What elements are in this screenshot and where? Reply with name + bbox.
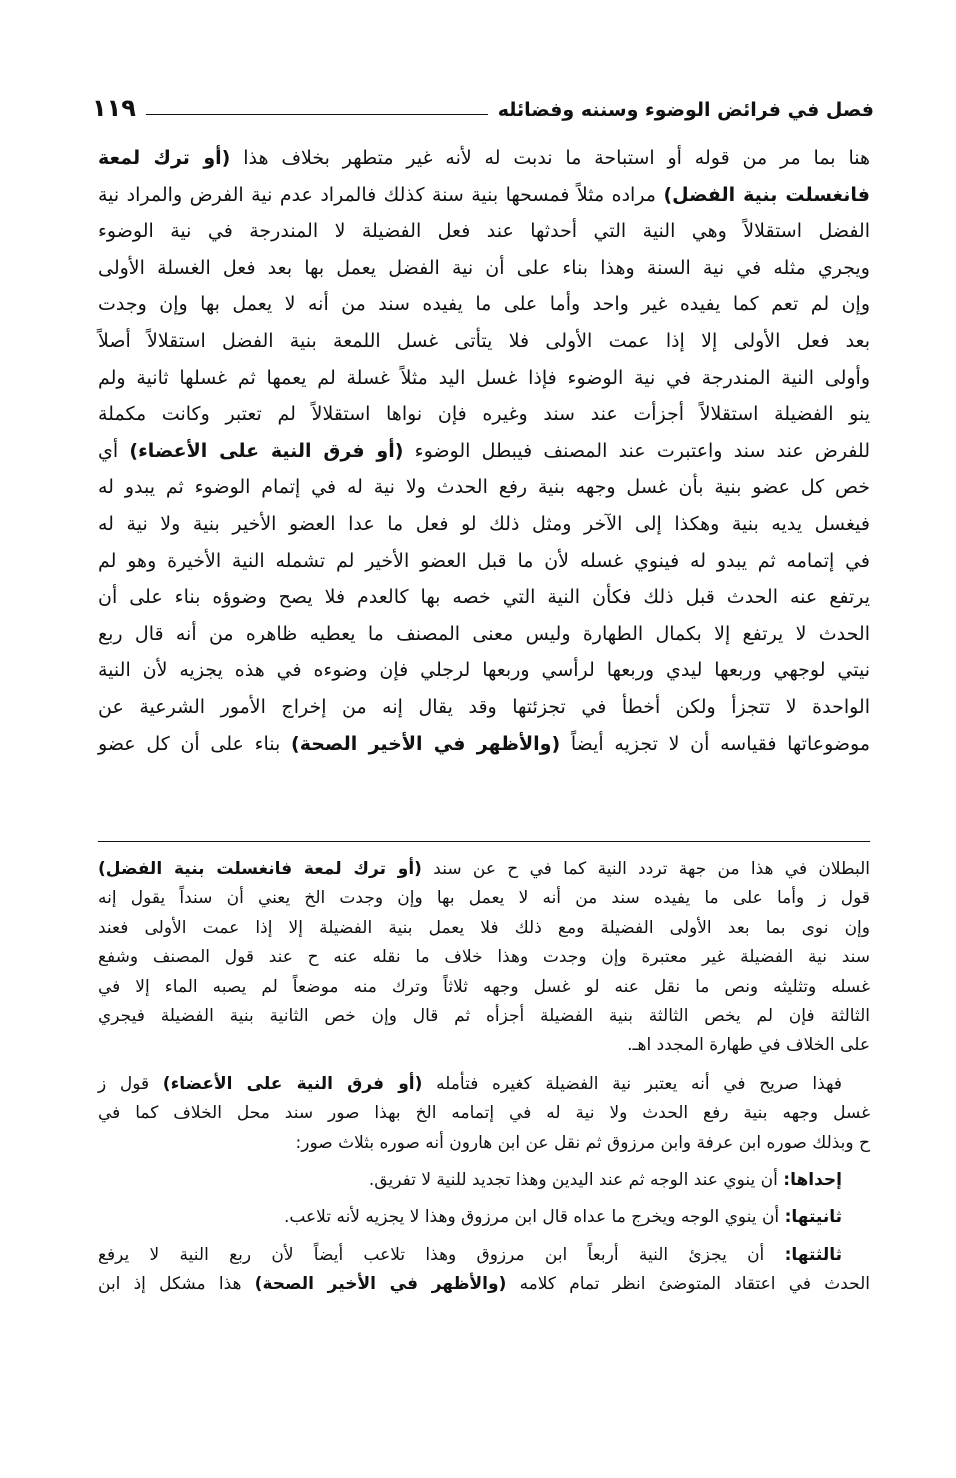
footnote-line: الحدث في اعتقاد المتوضئ انظر تمام كلامه (والأظهر في الأخير الصحة) هذا مشكل إذ ابن xyxy=(98,1274,871,1295)
item-label: ثالثتها: xyxy=(784,1244,843,1265)
main-line: فانغسلت بنية الفضل) مراده مثلاً فمسحها بنية سنة كذلك فالمراد عدم نية الفرض والمراد نية xyxy=(98,183,870,206)
main-line: ينو الفضيلة استقلالاً أجزأت عند سند وغيره فإن نواها استقلالاً لم تعتبر وكانت مكملة xyxy=(98,403,870,426)
main-line: هنا بما مر من قوله أو استباحة ما ندبت له لأنه غير متطهر بخلاف هذا (أو ترك لمعة xyxy=(98,147,870,169)
footnote-line: قول ز وأما على ما يفيده سند من أنه لا يعمل بها وإن وجدت الخ يعني أن سنداً يقول إنه xyxy=(98,888,870,909)
main-line: ويجري مثله في نية السنة وهذا بناء على أن نية الفضل يعمل بها بعد فعل الغسلة الأولى xyxy=(98,256,870,279)
main-line: وإن لم تعم كما يفيده غير واحد وأما على ما يفيده سند من أنه لا يعمل بها وإن وجدت xyxy=(98,293,870,316)
footnotes xyxy=(98,855,870,1300)
main-line: للفرض عند سند واعتبرت عند المصنف فيبطل الوضوء (أو فرق النية على الأعضاء) أي xyxy=(98,439,870,462)
footnote-line: غسله وتثليثه ونص ما نقل عنه لو غسل وجهه ثلاثاً وترك منه موضعاً لم يصبه الماء إلا في xyxy=(98,976,870,997)
main-line: بعد فعل الأولى إلا إذا عمت الأولى فلا يتأتى غسل اللمعة بنية الفضل استقلالاً أصلاً xyxy=(98,329,870,352)
footnote-line: غسل وجهه بنية رفع الحدث ولا نية له في إتمامه الخ بهذا صور سند محل الخلاف كما في xyxy=(98,1103,870,1124)
main-line: الواحدة لا تتجزأ ولكن أخطأ في تجزئتها وقد يقال إنه من إخراج الأمور الشرعية عن xyxy=(98,695,870,718)
main-line: خص كل عضو بنية بأن غسل وجهه بنية رفع الحدث ولا نية له في إتمام الوضوء ثم يبدو له xyxy=(98,476,870,499)
main-line: فيغسل يديه بنية وهكذا إلى الآخر ومثل ذلك لو فعل ما عدا العضو الأخير بنية ولا نية له xyxy=(98,512,870,535)
footnote-line: البطلان في هذا من جهة تردد النية كما في ح عن سند (أو ترك لمعة فانغسلت بنية الفضل) xyxy=(98,859,871,879)
page-number: ١١٩ xyxy=(92,94,136,122)
main-line: في إتمامه ثم يبدو له فينوي غسله لأن ما قبل العضو الأخير لم تشمله النية الأخيرة وهو لم xyxy=(98,549,870,572)
enumerated-item xyxy=(98,1241,870,1300)
footnote-separator xyxy=(98,841,870,842)
item-label: ثانيتها: xyxy=(784,1207,842,1228)
main-line: وأولى النية المندرجة في نية الوضوء فإذا غسل اليد مثلاً غسلة لم يعمها ثم غسلها ثانية ولم xyxy=(98,366,870,389)
main-line: الفضل استقلالاً وهي النية التي أحدثها عند فعل الفضيلة لا المندرجة في نية الوضوء xyxy=(98,220,870,243)
footnote-line: فهذا صريح في أنه يعتبر نية الفضيلة كغيره فتأمله (أو فرق النية على الأعضاء) قول ز xyxy=(98,1073,842,1094)
footnote-line: إحداها: أن ينوي عند الوجه ثم عند اليدين وهذا تجديد للنية لا تفريق. xyxy=(368,1170,842,1191)
footnote-block xyxy=(98,1070,870,1158)
footnote-line: ثالثتها: أن يجزئ النية أربعاً ابن مرزوق وهذا تلاعب أيضاً لأن ربع النية لا يرفع xyxy=(98,1244,843,1265)
footnote-line: ح وبذلك صوره ابن عرفة وابن مرزوق ثم نقل عن ابن هارون أنه صوره بثلاث صور: xyxy=(295,1132,870,1153)
footnote-block xyxy=(98,855,870,1061)
header-rule xyxy=(146,114,488,115)
main-line: يرتفع عنه الحدث قبل ذلك فكأن النية التي خصه بها كالعدم فلا يصح وضوؤه بناء على أن xyxy=(98,586,870,609)
main-line: نيتي لوجهي وربعها ليدي وربعها لرأسي وربعها لرجلي فإن وضوءه في هذه يجزيه لأن النية xyxy=(98,659,870,682)
enumerated-item xyxy=(98,1166,870,1195)
footnote-line: على الخلاف في طهارة المجدد اهـ. xyxy=(627,1035,870,1056)
footnote-line: سند نية الفضيلة غير معتبرة وإن وجدت وهذا خلاف ما نقله عنه ح عند قول المصنف وشفع xyxy=(98,947,870,968)
main-line: موضوعاتها فقياسه أن لا تجزيه أيضاً (والأظهر في الأخير الصحة) بناء على أن كل عضو xyxy=(98,732,871,755)
running-header xyxy=(92,84,874,120)
footnote-line: وإن نوى بما بعد الأولى الفضيلة ومع ذلك فلا يعمل بنية الفضيلة إلا إذا عمت الأولى فعند xyxy=(98,917,870,938)
chapter-title: فصل في فرائض الوضوء وسننه وفضائله xyxy=(497,99,874,121)
footnote-line: الثالثة فإن لم يخص الثالثة بنية الفضيلة أجزأه ثم قال وإن خص الثانية بنية الفضيلة فيجري xyxy=(98,1006,870,1027)
item-label: إحداها: xyxy=(783,1170,842,1191)
enumerated-item xyxy=(98,1203,870,1232)
footnote-line: ثانيتها: أن ينوي الوجه ويخرج ما عداه قال ابن مرزوق وهذا لا يجزيه لأنه تلاعب. xyxy=(283,1207,842,1228)
main-text xyxy=(98,140,870,762)
main-line: الحدث لا يرتفع إلا بكمال الطهارة وليس معنى المصنف ما يعطيه ظاهره من أنه قال ربع xyxy=(98,622,870,645)
